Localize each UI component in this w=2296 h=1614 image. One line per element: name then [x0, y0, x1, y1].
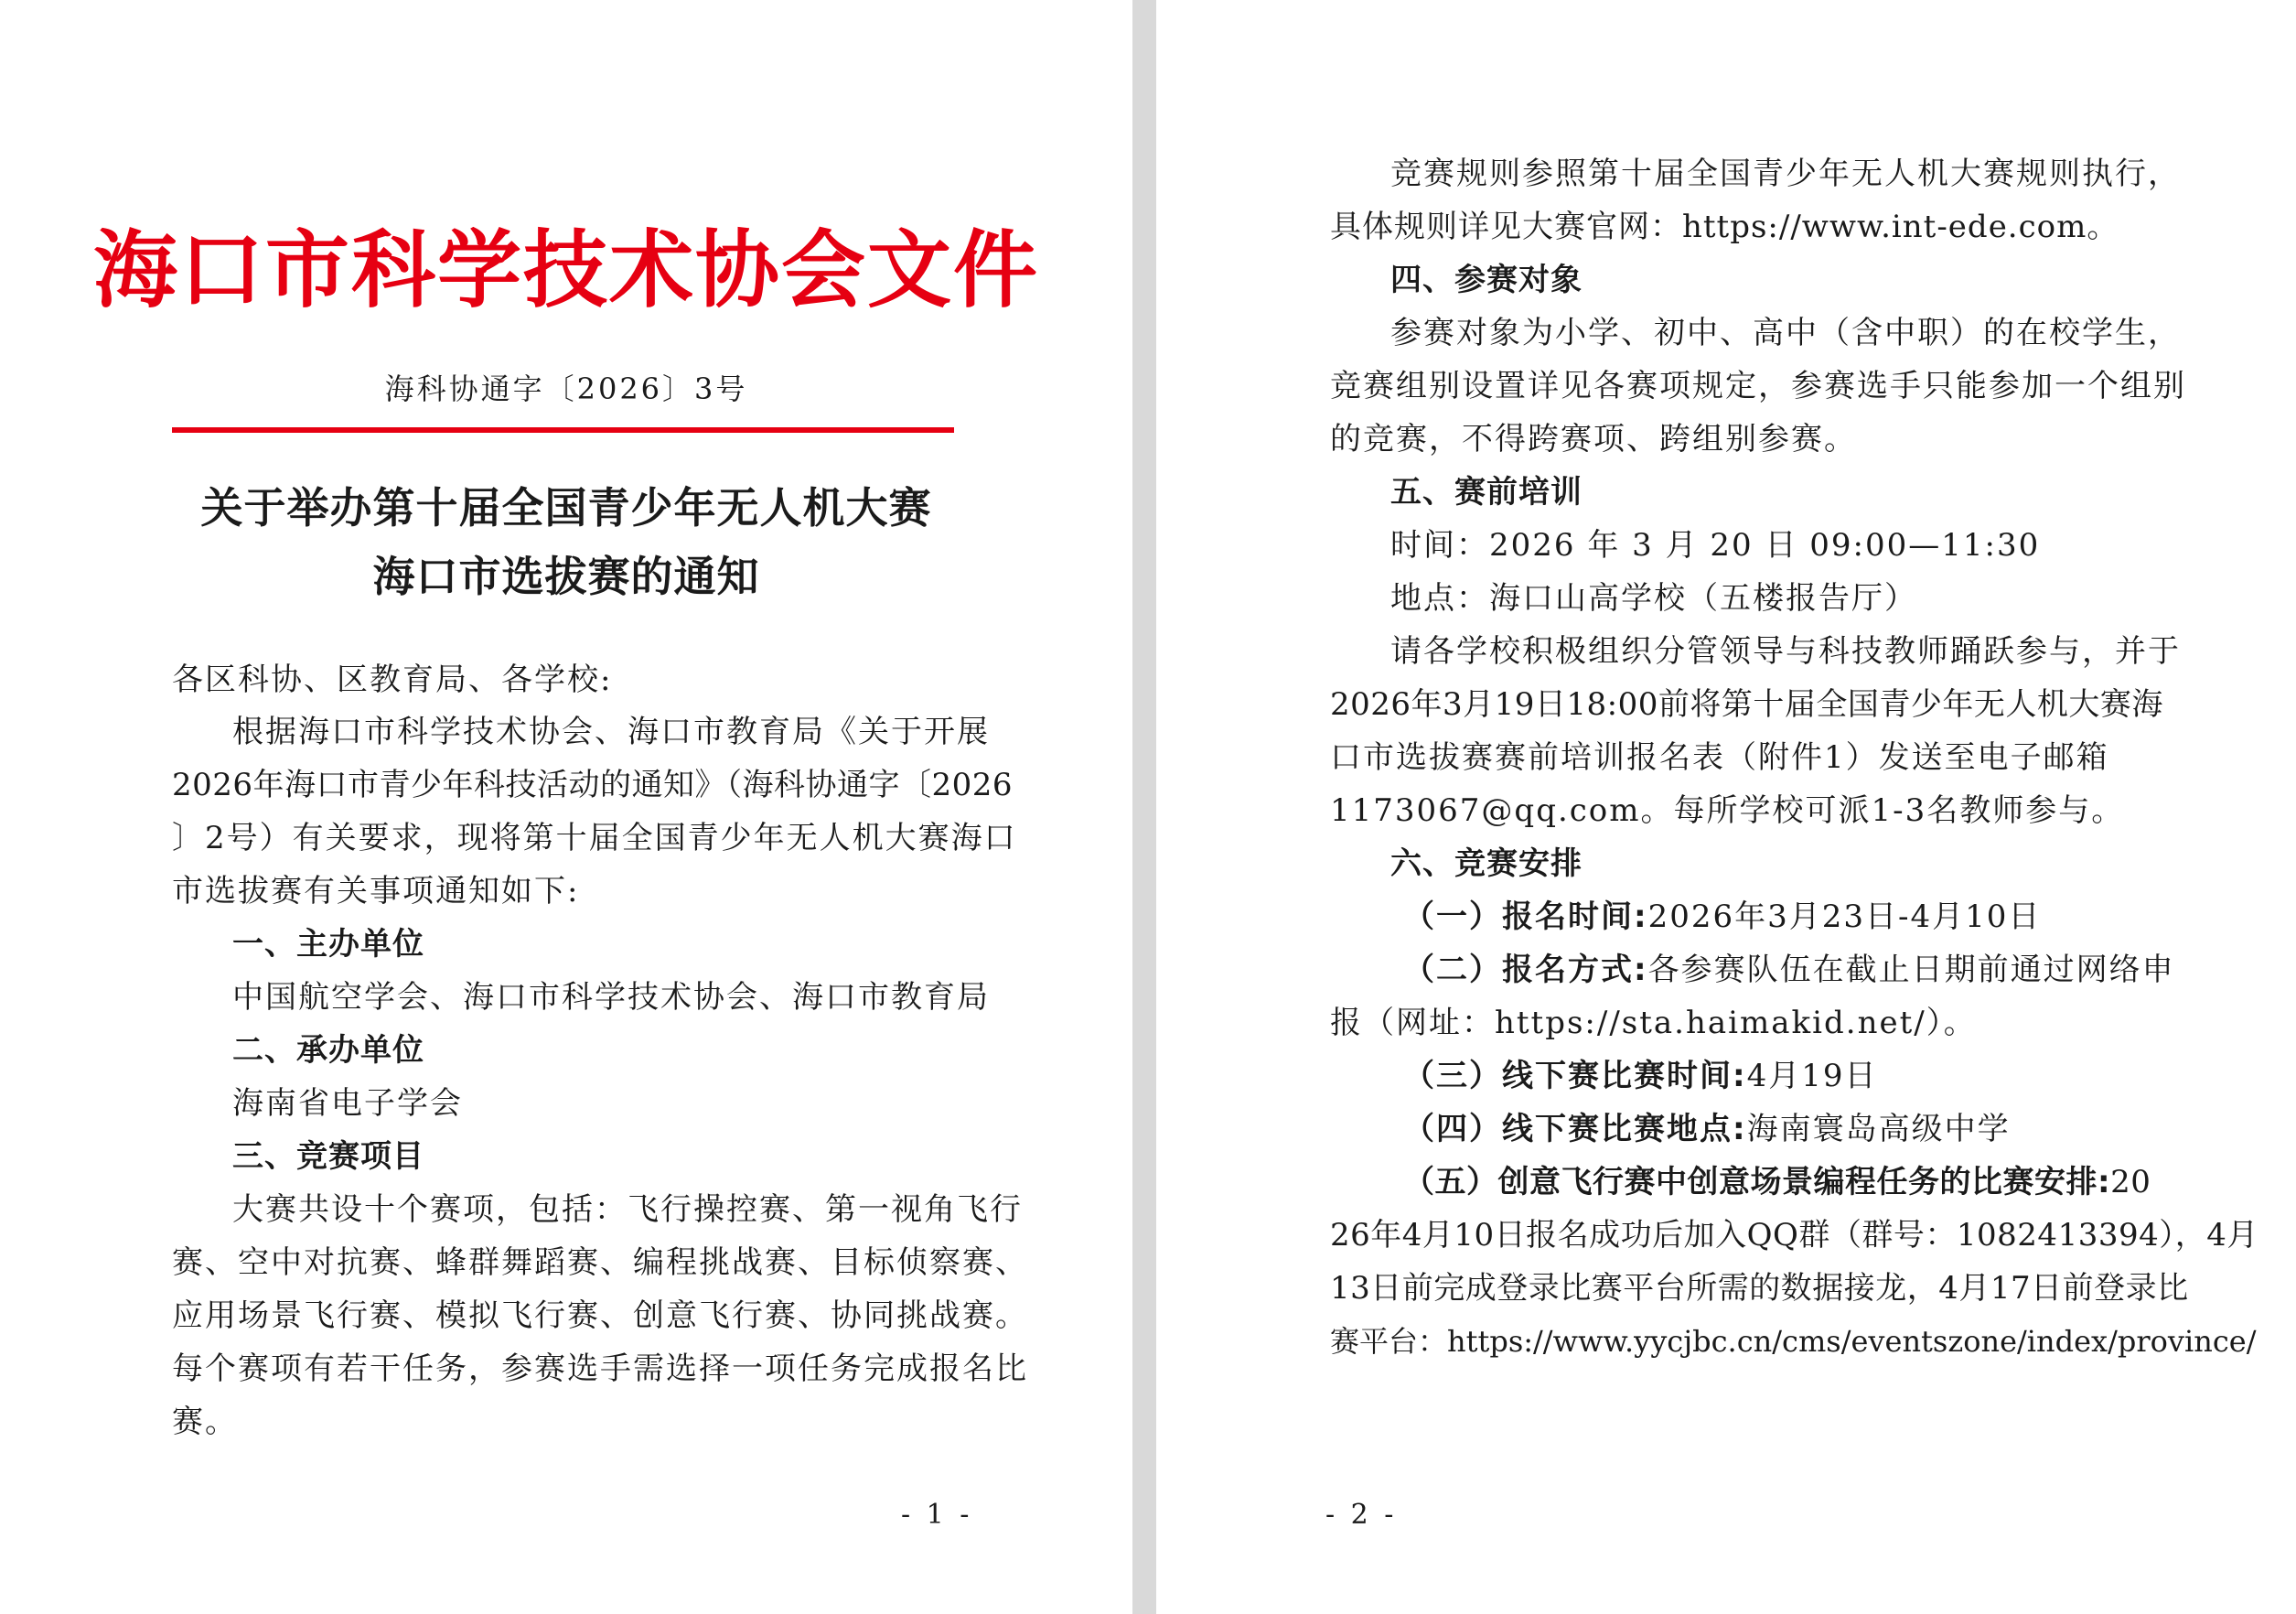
item-value: 各参赛队伍在截止日期前通过网络申 — [1647, 952, 2175, 988]
subject-line-1: 关于举办第十届全国青少年无人机大赛 — [200, 483, 932, 533]
training-text: 1173067@qq.com。每所学校可派1-3名教师参与。 — [1330, 792, 2125, 829]
section-heading: 六、竞赛安排 — [1390, 845, 1583, 882]
red-divider — [172, 427, 954, 433]
schedule-item — [1403, 898, 2041, 935]
section-text: 海南省电子学会 — [232, 1085, 463, 1122]
item-value: 海南寰岛高级中学 — [1746, 1111, 2011, 1147]
section-text: 的竞赛，不得跨赛项、跨组别参赛。 — [1330, 421, 1857, 457]
item-value: 4月19日 — [1746, 1058, 1878, 1094]
section-heading: 四、参赛对象 — [1390, 262, 1583, 298]
schedule-item — [1403, 1058, 1878, 1094]
issuer-title: 海口市科学技术协会文件 — [92, 221, 1039, 319]
page-number: - 1 - — [901, 1499, 973, 1531]
section-text: 赛、空中对抗赛、蜂群舞蹈赛、编程挑战赛、目标侦察赛、 — [172, 1244, 1028, 1281]
section-heading: 三、竞赛项目 — [232, 1138, 424, 1175]
item-label: （三）线下赛比赛时间: — [1403, 1058, 1747, 1094]
section-text: 赛。 — [172, 1404, 238, 1440]
section-text: 大赛共设十个赛项，包括：飞行操控赛、第一视角飞行 — [232, 1191, 1023, 1228]
item-continuation: 26年4月10日报名成功后加入QQ群（群号：1082413394），4月 — [1330, 1217, 2258, 1254]
intro-line: 市选拔赛有关事项通知如下: — [172, 873, 580, 909]
schedule-item — [1403, 1111, 2011, 1147]
item-value: 20 — [2110, 1164, 2151, 1200]
rules-line: 竞赛规则参照第十届全国青少年无人机大赛规则执行， — [1390, 156, 2181, 192]
document-page-1 — [0, 0, 1132, 1614]
item-continuation: 赛平台：https://www.yycjbc.cn/cms/eventszone/index/province/ — [1330, 1324, 2257, 1359]
item-value: 2026年3月23日-4月10日 — [1647, 898, 2042, 935]
training-time: 时间：2026 年 3 月 20 日 09:00—11:30 — [1390, 527, 2041, 564]
section-text: 竞赛组别设置详见各赛项规定，参赛选手只能参加一个组别 — [1330, 368, 2186, 404]
training-text: 口市选拔赛赛前培训报名表（附件1）发送至电子邮箱 — [1330, 739, 2109, 776]
item-continuation: 报（网址：https://sta.haimakid.net/）。 — [1330, 1005, 1977, 1041]
subject-line-2: 海口市选拔赛的通知 — [372, 552, 760, 601]
item-label: （五）创意飞行赛中创意场景编程任务的比赛安排: — [1403, 1164, 2111, 1200]
intro-line: 〕2号）有关要求，现将第十届全国青少年无人机大赛海口 — [172, 820, 1017, 856]
training-text: 请各学校积极组织分管领导与科技教师踊跃参与，并于 — [1390, 633, 2181, 670]
section-text: 每个赛项有若干任务，参赛选手需选择一项任务完成报名比 — [172, 1350, 1028, 1387]
item-continuation: 13日前完成登录比赛平台所需的数据接龙，4月17日前登录比 — [1330, 1270, 2189, 1307]
training-place: 地点：海口山高学校（五楼报告厅） — [1390, 580, 1917, 617]
section-text: 中国航空学会、海口市科学技术协会、海口市教育局 — [232, 979, 990, 1016]
rules-line: 具体规则详见大赛官网：https://www.int-ede.com。 — [1330, 209, 2119, 245]
intro-line: 2026年海口市青少年科技活动的通知》（海科协通字〔2026 — [172, 767, 1014, 803]
schedule-item — [1403, 952, 2175, 988]
salutation: 各区科协、区教育局、各学校: — [172, 662, 613, 698]
document-number: 海科协通字〔2026〕3号 — [384, 371, 748, 406]
item-label: （二）报名方式: — [1403, 952, 1648, 988]
page-number: - 2 - — [1325, 1499, 1398, 1531]
section-heading: 二、承办单位 — [232, 1032, 424, 1069]
section-text: 应用场景飞行赛、模拟飞行赛、创意飞行赛、协同挑战赛。 — [172, 1297, 1028, 1334]
item-label: （一）报名时间: — [1403, 898, 1648, 935]
schedule-item — [1403, 1164, 2151, 1200]
document-page-2 — [1156, 0, 2296, 1614]
section-heading: 五、赛前培训 — [1390, 474, 1583, 511]
intro-line: 根据海口市科学技术协会、海口市教育局《关于开展 — [232, 714, 990, 750]
training-text: 2026年3月19日18:00前将第十届全国青少年无人机大赛海 — [1330, 686, 2163, 723]
section-heading: 一、主办单位 — [232, 926, 424, 963]
section-text: 参赛对象为小学、初中、高中（含中职）的在校学生， — [1390, 315, 2181, 351]
item-label: （四）线下赛比赛地点: — [1403, 1111, 1747, 1147]
